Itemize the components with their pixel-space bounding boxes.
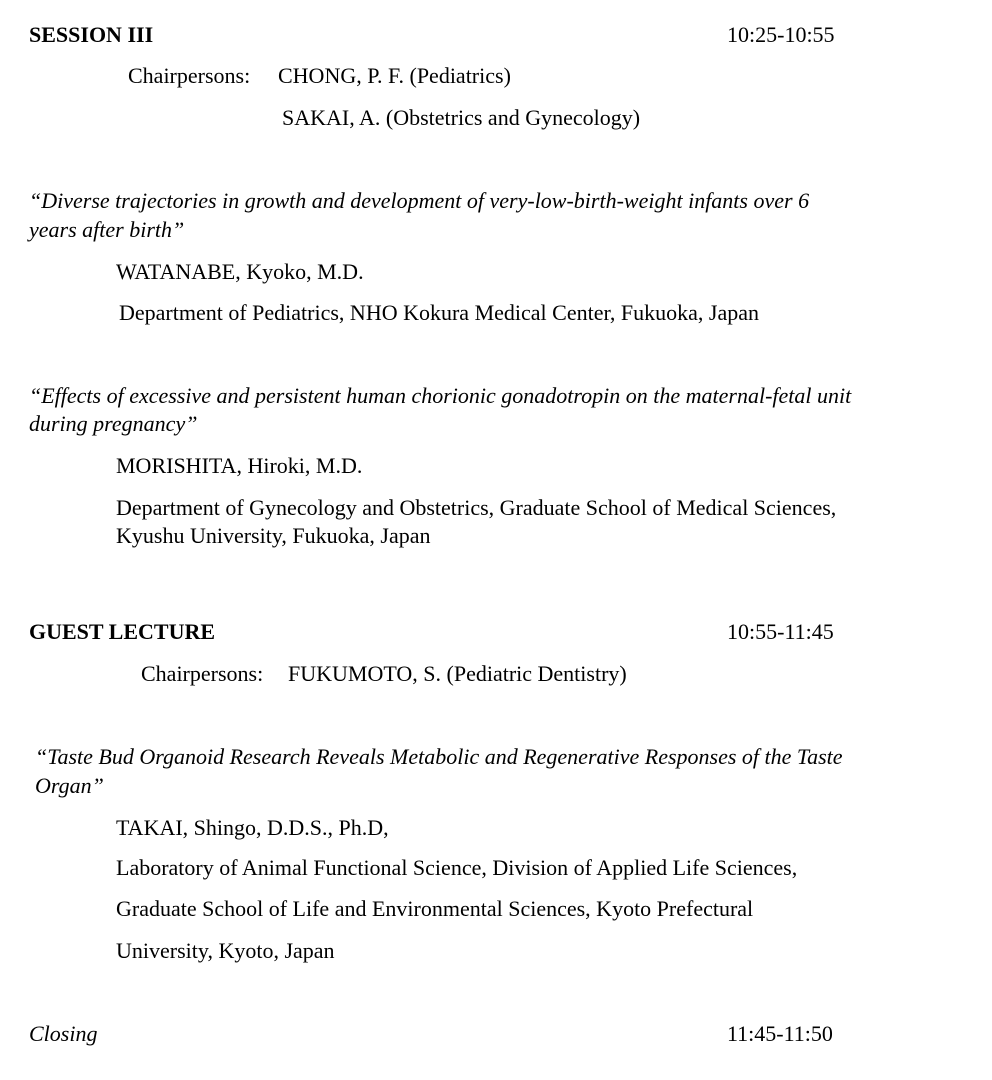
- talk-title-line: “Taste Bud Organoid Research Reveals Metabolic and Regenerative Responses of the Taste: [35, 744, 843, 769]
- chairpersons-label: Chairpersons:: [128, 63, 251, 88]
- closing-time: 11:45-11:50: [727, 1021, 833, 1046]
- speaker-affiliation: Laboratory of Animal Functional Science, Division of Applied Life Sciences,: [116, 855, 798, 880]
- talk-title-line: “Diverse trajectories in growth and development of very-low-birth-weight infants over 6: [29, 188, 810, 213]
- speaker-affiliation: Department of Pediatrics, NHO Kokura Medical Center, Fukuoka, Japan: [119, 300, 759, 325]
- speaker-affiliation: Kyushu University, Fukuoka, Japan: [116, 523, 431, 548]
- talk-title-line: “Effects of excessive and persistent human chorionic gonadotropin on the maternal-fetal unit: [29, 383, 852, 408]
- chairperson-1: CHONG, P. F. (Pediatrics): [278, 63, 511, 88]
- talk-title-line: years after birth”: [29, 217, 185, 242]
- speaker-name: WATANABE, Kyoko, M.D.: [116, 259, 364, 284]
- speaker-affiliation: University, Kyoto, Japan: [116, 938, 335, 963]
- session-time: 10:25-10:55: [727, 22, 835, 47]
- chairperson-2: SAKAI, A. (Obstetrics and Gynecology): [282, 105, 641, 130]
- speaker-affiliation: Graduate School of Life and Environmental Sciences, Kyoto Prefectural: [116, 896, 754, 921]
- session-heading: SESSION III: [29, 22, 154, 47]
- guest-lecture-heading: GUEST LECTURE: [29, 619, 216, 644]
- talk-title-line: Organ”: [35, 773, 104, 798]
- speaker-name: MORISHITA, Hiroki, M.D.: [116, 453, 363, 478]
- guest-lecture-time: 10:55-11:45: [727, 619, 834, 644]
- chairpersons-label: Chairpersons:: [141, 661, 264, 686]
- chairperson-1: FUKUMOTO, S. (Pediatric Dentistry): [288, 661, 627, 686]
- closing-label: Closing: [29, 1021, 98, 1046]
- speaker-name: TAKAI, Shingo, D.D.S., Ph.D,: [116, 815, 389, 840]
- speaker-affiliation: Department of Gynecology and Obstetrics, Graduate School of Medical Sciences,: [116, 495, 837, 520]
- talk-title-line: during pregnancy”: [29, 411, 198, 436]
